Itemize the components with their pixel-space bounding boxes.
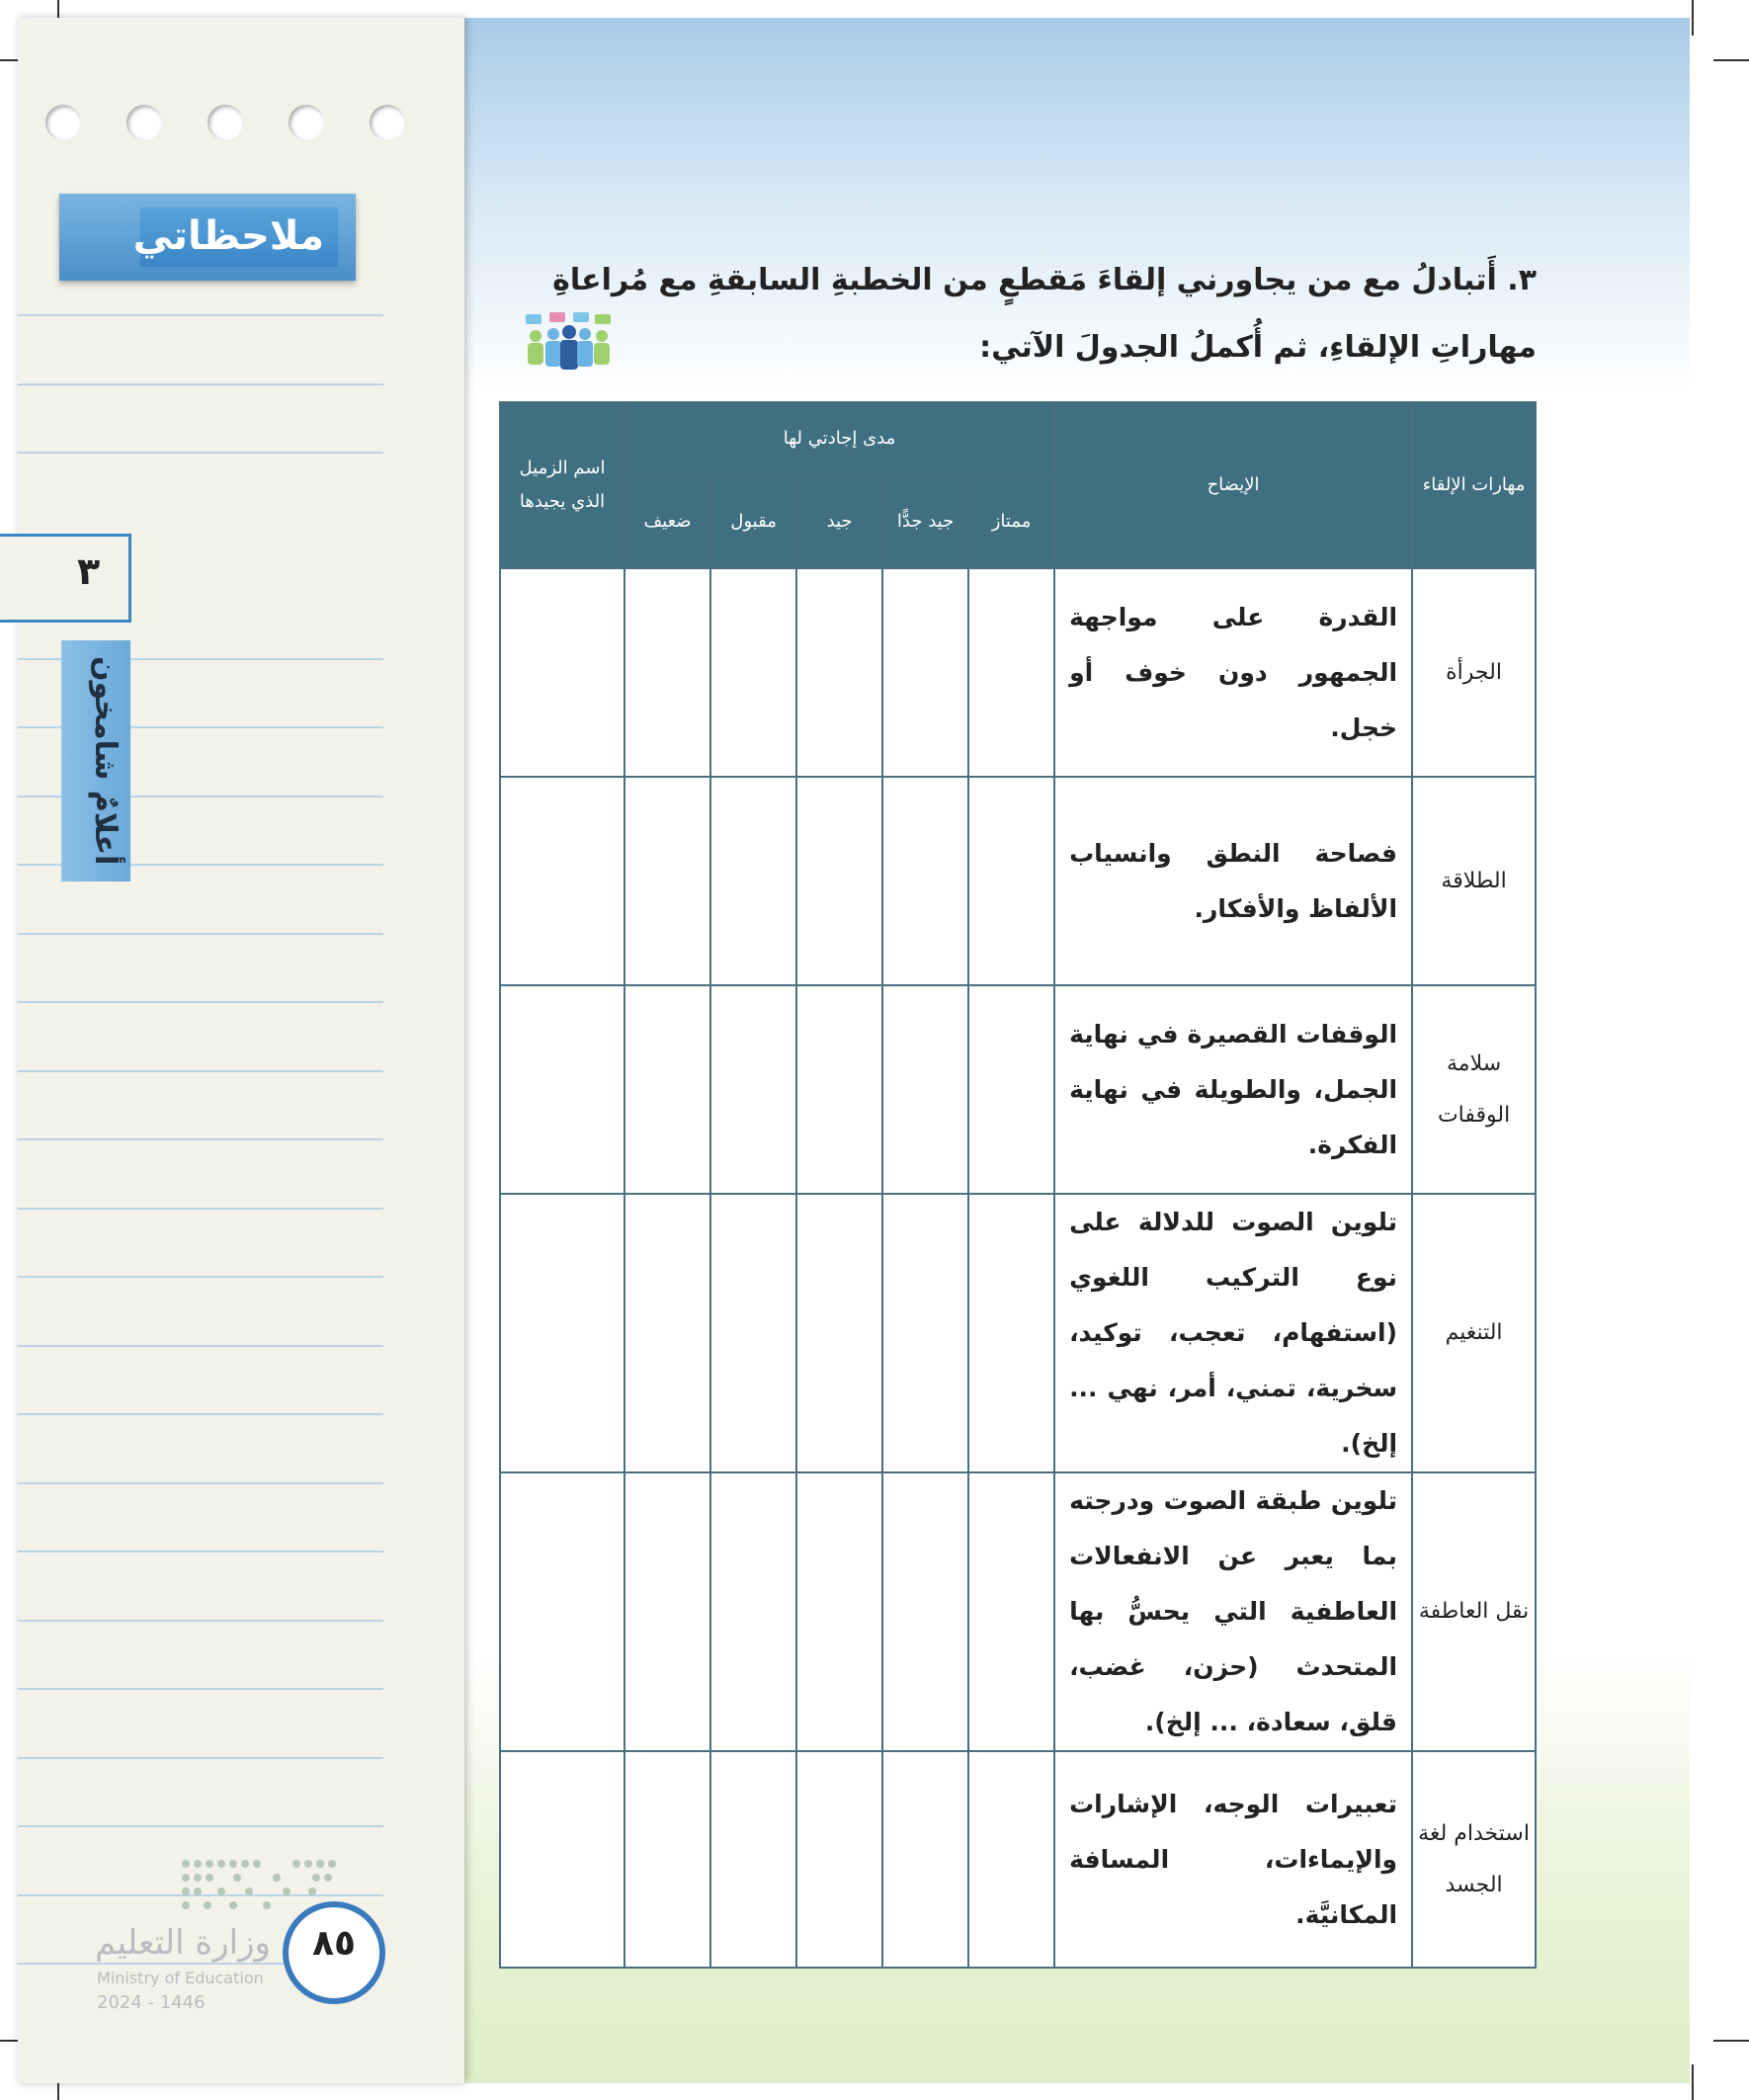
rating-very-good-cell[interactable] xyxy=(882,1194,968,1472)
rating-good-cell[interactable] xyxy=(796,568,882,777)
rating-very-good-cell[interactable] xyxy=(882,777,968,985)
note-line xyxy=(18,933,383,935)
crop-mark xyxy=(1713,59,1749,61)
header-rating-very-good: جيد جدًّا xyxy=(882,475,968,568)
header-explanation: الإيضاح xyxy=(1054,402,1412,568)
rating-good-cell[interactable] xyxy=(796,777,882,985)
ministry-name-en: Ministry of Education xyxy=(97,1969,264,1987)
rating-weak-cell[interactable] xyxy=(625,568,710,777)
note-line xyxy=(18,1138,383,1140)
binder-hole xyxy=(126,105,162,140)
colleague-name-cell[interactable] xyxy=(500,1472,625,1751)
note-line xyxy=(18,1001,383,1003)
colleague-name-cell[interactable] xyxy=(500,777,625,985)
crop-mark xyxy=(1692,2064,1694,2100)
chapter-box xyxy=(0,534,131,623)
note-line xyxy=(18,1070,383,1072)
rating-good-cell[interactable] xyxy=(796,1194,882,1472)
exercise-instruction: ٣. أَتبادلُ مع من يجاورني إلقاءَ مَقطعٍ من الخطبةِ السابقةِ مع مُراعاةِ مهاراتِ الإلقاءِ، ثم أُكملُ الجدولَ الآتي: xyxy=(552,263,1537,365)
note-line xyxy=(18,1620,383,1622)
rating-very-good-cell[interactable] xyxy=(882,568,968,777)
note-line xyxy=(18,1208,383,1210)
rating-excellent-cell[interactable] xyxy=(968,1194,1054,1472)
colleague-name-cell[interactable] xyxy=(500,1194,625,1472)
table-row xyxy=(500,777,1536,985)
table-row xyxy=(500,985,1536,1194)
notes-title: ملاحظاتي xyxy=(132,213,324,259)
colleague-name-cell[interactable] xyxy=(500,1751,625,1968)
skill-cell: استخدام لغة الجسد xyxy=(1412,1751,1536,1968)
header-rating-weak: ضعيف xyxy=(625,475,710,568)
ministry-name-ar: وزارة التعليم xyxy=(95,1923,271,1963)
rating-weak-cell[interactable] xyxy=(625,985,710,1194)
binder-hole xyxy=(370,105,405,140)
rating-very-good-cell[interactable] xyxy=(882,1472,968,1751)
skill-cell: سلامة الوقفات xyxy=(1412,985,1536,1194)
rating-acceptable-cell[interactable] xyxy=(710,1751,796,1968)
crop-mark xyxy=(1713,2040,1749,2042)
ministry-year: 2024 - 1446 xyxy=(97,1992,206,2013)
rating-weak-cell[interactable] xyxy=(625,777,710,985)
rating-weak-cell[interactable] xyxy=(625,1194,710,1472)
group-discussion-icon xyxy=(524,312,613,372)
rating-excellent-cell[interactable] xyxy=(968,985,1054,1194)
rating-good-cell[interactable] xyxy=(796,985,882,1194)
notes-header xyxy=(59,194,356,281)
chapter-number: ٣ xyxy=(77,549,101,593)
rating-very-good-cell[interactable] xyxy=(882,1751,968,1968)
colleague-name-cell[interactable] xyxy=(500,985,625,1194)
note-line xyxy=(18,1757,383,1759)
table-row xyxy=(500,1751,1536,1968)
notes-panel xyxy=(18,18,464,2083)
rating-very-good-cell[interactable] xyxy=(882,985,968,1194)
binder-hole xyxy=(45,105,81,140)
page-number: ٨٥ xyxy=(312,1923,356,1964)
note-line xyxy=(18,1482,383,1484)
explanation-cell: تعبيرات الوجه، الإشارات والإيماءات، المسافة المكانيَّة. xyxy=(1054,1751,1412,1968)
rating-weak-cell[interactable] xyxy=(625,1751,710,1968)
unit-title: أعلامٌ شامخون xyxy=(88,656,123,866)
note-line xyxy=(18,1345,383,1347)
rating-excellent-cell[interactable] xyxy=(968,1751,1054,1968)
rating-acceptable-cell[interactable] xyxy=(710,777,796,985)
rating-good-cell[interactable] xyxy=(796,1472,882,1751)
binder-hole xyxy=(208,105,243,140)
rating-excellent-cell[interactable] xyxy=(968,1472,1054,1751)
skill-cell: الطلاقة xyxy=(1412,777,1536,985)
header-skill: مهارات الإلقاء xyxy=(1412,402,1536,568)
table-row xyxy=(500,1194,1536,1472)
header-colleague: اسم الزميل الذي يجيدها xyxy=(500,402,625,568)
explanation-cell: الوقفات القصيرة في نهاية الجمل، والطويلة في نهاية الفكرة. xyxy=(1054,985,1412,1194)
note-line xyxy=(18,1276,383,1278)
rating-acceptable-cell[interactable] xyxy=(710,1194,796,1472)
note-line xyxy=(18,1551,383,1553)
delivery-skills-table xyxy=(499,401,1537,1969)
note-line xyxy=(18,1825,383,1827)
colleague-name-cell[interactable] xyxy=(500,568,625,777)
rating-acceptable-cell[interactable] xyxy=(710,985,796,1194)
header-rating-good: جيد xyxy=(796,475,882,568)
table-row xyxy=(500,568,1536,777)
explanation-cell: القدرة على مواجهة الجمهور دون خوف أو خجل. xyxy=(1054,568,1412,777)
rating-excellent-cell[interactable] xyxy=(968,568,1054,777)
note-line xyxy=(18,1413,383,1415)
explanation-cell: تلوين طبقة الصوت ودرجته بما يعبر عن الانفعالات العاطفية التي يحسُّ بها المتحدث (حزن، غضب، قلق، سعادة، ... إلخ). xyxy=(1054,1472,1412,1751)
skill-cell: الجرأة xyxy=(1412,568,1536,777)
crop-mark xyxy=(1692,0,1694,36)
table-row xyxy=(500,1472,1536,1751)
note-line xyxy=(18,1688,383,1690)
note-line xyxy=(18,383,383,385)
skill-cell: التنغيم xyxy=(1412,1194,1536,1472)
binder-hole xyxy=(289,105,324,140)
header-rating-excellent: ممتاز xyxy=(968,475,1054,568)
skill-cell: نقل العاطفة xyxy=(1412,1472,1536,1751)
explanation-cell: تلوين الصوت للدلالة على نوع التركيب اللغوي (استفهام، تعجب، توكيد، سخرية، تمني، أمر، نهي ... إلخ). xyxy=(1054,1194,1412,1472)
rating-acceptable-cell[interactable] xyxy=(710,1472,796,1751)
note-line xyxy=(18,452,383,454)
explanation-cell: فصاحة النطق وانسياب الألفاظ والأفكار. xyxy=(1054,777,1412,985)
rating-weak-cell[interactable] xyxy=(625,1472,710,1751)
rating-acceptable-cell[interactable] xyxy=(710,568,796,777)
rating-good-cell[interactable] xyxy=(796,1751,882,1968)
note-line xyxy=(18,314,383,316)
header-rating-group: مدى إجادتي لها xyxy=(625,402,1054,475)
rating-excellent-cell[interactable] xyxy=(968,777,1054,985)
header-rating-acceptable: مقبول xyxy=(710,475,796,568)
